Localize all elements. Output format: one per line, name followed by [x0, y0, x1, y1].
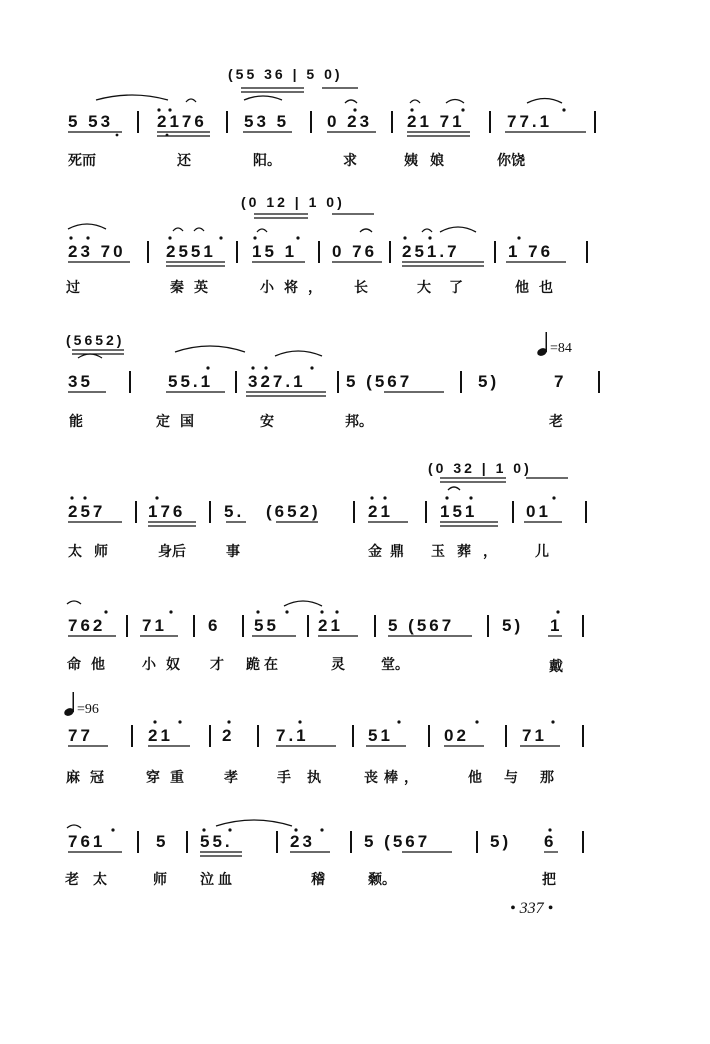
barline: [135, 501, 137, 523]
barline: [353, 501, 355, 523]
lyric-row-3-1: 能: [69, 414, 83, 430]
notes-row-6-m3: 2: [222, 726, 235, 745]
lyric-row-6-1: 麻冠: [66, 770, 114, 786]
lyric-row-4-3: 事: [226, 544, 240, 560]
barline: [489, 111, 491, 133]
lyric-row-5-4: 跪在: [246, 657, 282, 673]
interlude-row-4: (0 32 | 1 0): [428, 460, 532, 476]
notes-row-2-m3: 15 1: [252, 242, 298, 261]
lyric-row-6-4: 手执: [277, 770, 337, 786]
barline: [257, 725, 259, 747]
notes-row-7-m3: 55.: [200, 832, 233, 851]
barline: [209, 725, 211, 747]
barline: [460, 371, 462, 393]
barline: [126, 615, 128, 637]
notes-row-2-m4: 0 76: [332, 242, 378, 261]
lyric-row-1-2: 还: [177, 153, 191, 169]
notes-row-1-m3: 53 5: [244, 112, 290, 131]
notes-row-4-m5: 21: [368, 502, 393, 521]
lyric-row-6-5: 丧棒，: [364, 770, 424, 786]
notes-row-6-m7: 71: [522, 726, 547, 745]
notes-row-6-m6: 02: [444, 726, 469, 745]
barline: [582, 831, 584, 853]
lyric-row-5-3: 才: [210, 657, 224, 673]
notes-row-3-m4: 5 (567: [346, 372, 413, 391]
barline: [129, 371, 131, 393]
notes-row-1-m1: 5 53: [68, 112, 114, 131]
barline: [391, 111, 393, 133]
notes-row-6-m4: 7.1: [276, 726, 309, 745]
lyric-row-7-4: 稽: [311, 872, 325, 888]
notes-row-5-m4: 55: [254, 616, 279, 635]
lyric-row-1-6: 你饶: [497, 153, 525, 169]
barline: [425, 501, 427, 523]
notes-row-2-m2: 2551: [166, 242, 216, 261]
lyric-row-1-1: 死而: [68, 153, 96, 169]
notes-row-5-m6: 5 (567: [388, 616, 455, 635]
barline: [582, 725, 584, 747]
notes-row-6-m2: 21: [148, 726, 173, 745]
notes-row-5-m1: 762: [68, 616, 106, 635]
notes-row-1-m4: 0 23: [327, 112, 373, 131]
tempo-mark-row-6: =96: [77, 702, 99, 717]
lyric-row-6-6: 他与那: [468, 770, 576, 786]
notes-row-7-m2: 5: [156, 832, 169, 851]
barline: [318, 241, 320, 263]
barline: [147, 241, 149, 263]
notes-row-4-m1: 257: [68, 502, 106, 521]
lyric-row-1-3: 阳。: [253, 153, 281, 169]
lyric-row-3-4: 邦。: [345, 414, 373, 430]
barline: [350, 831, 352, 853]
barline: [352, 725, 354, 747]
notes-row-7-m6: 5): [490, 832, 512, 851]
notes-row-6-m1: 77: [68, 726, 93, 745]
barline: [598, 371, 600, 393]
barline: [494, 241, 496, 263]
notes-row-5-m3: 6: [208, 616, 221, 635]
notes-row-7-m5: 5 (567: [364, 832, 431, 851]
notes-row-2-m6: 1 76: [508, 242, 554, 261]
lyric-row-5-7: 戴: [549, 659, 563, 675]
notes-row-2-m5: 251.7: [402, 242, 460, 261]
barline: [307, 615, 309, 637]
notes-row-4-m6: 151: [440, 502, 478, 521]
barline: [374, 615, 376, 637]
barline: [137, 831, 139, 853]
lyric-row-5-1: 命他: [67, 657, 115, 673]
barline: [235, 371, 237, 393]
notes-row-1-m6: 77.1: [507, 112, 553, 131]
tempo-mark-row-3: =84: [550, 341, 572, 356]
lyric-row-7-3: 泣血: [200, 872, 236, 888]
barline: [137, 111, 139, 133]
notes-row-3-m3: 327.1: [248, 372, 306, 391]
barline: [209, 501, 211, 523]
barline: [131, 725, 133, 747]
lyric-row-4-1: 太师: [68, 544, 120, 560]
notes-row-4-m3: 5.: [224, 502, 245, 521]
barline: [594, 111, 596, 133]
lyric-row-7-5: 颡。: [368, 872, 396, 888]
barline: [337, 371, 339, 393]
notes-row-3-m6: 7: [554, 372, 567, 391]
lyric-row-1-4: 求: [343, 153, 357, 169]
lyric-row-4-2: 身后: [158, 544, 186, 560]
barline: [242, 615, 244, 637]
barline: [585, 501, 587, 523]
barline: [226, 111, 228, 133]
lyric-row-2-3: 小将，: [260, 280, 332, 296]
lyric-row-7-1: 老太: [65, 872, 121, 888]
barline: [476, 831, 478, 853]
lyric-row-2-4: 长: [354, 280, 368, 296]
lyric-row-2-1: 过: [66, 280, 80, 296]
lyric-row-7-6: 把: [542, 872, 556, 888]
notes-row-5-m5: 21: [318, 616, 343, 635]
notes-row-7-m7: 6: [544, 832, 557, 851]
interlude-row-2: (0 12 | 1 0): [241, 194, 345, 210]
barline: [310, 111, 312, 133]
lyric-row-2-6: 他也: [515, 280, 563, 296]
lyric-row-2-5: 大了: [417, 280, 481, 296]
lyric-row-4-6: 儿: [535, 544, 549, 560]
notes-row-4-m7: 01: [526, 502, 551, 521]
barline: [428, 725, 430, 747]
notes-row-3-m1: 35: [68, 372, 93, 391]
barline: [582, 615, 584, 637]
lyric-row-1-5: 姨娘: [404, 153, 456, 169]
lyric-row-3-5: 老: [549, 414, 563, 430]
interlude-row-3: (5652): [66, 332, 125, 348]
interlude-row-1: (55 36 | 5 0): [228, 66, 343, 82]
notes-row-5-m2: 71: [142, 616, 167, 635]
page-number: • 337 •: [510, 900, 554, 917]
barline: [236, 241, 238, 263]
lyric-row-7-2: 师: [153, 872, 167, 888]
notes-row-4-m4: (652): [266, 502, 321, 521]
lyric-row-3-3: 安: [260, 414, 274, 430]
barline: [505, 725, 507, 747]
barline: [193, 615, 195, 637]
barline: [186, 831, 188, 853]
notes-row-1-m5: 21 71: [407, 112, 465, 131]
notes-row-6-m5: 51: [368, 726, 393, 745]
barline: [487, 615, 489, 637]
notes-row-7-m4: 23: [290, 832, 315, 851]
lyric-row-3-2: 定国: [156, 414, 204, 430]
lyric-row-5-6: 堂。: [381, 657, 409, 673]
barline: [586, 241, 588, 263]
lyric-row-4-5: 玉葬，: [431, 544, 509, 560]
notes-row-2-m1: 23 70: [68, 242, 126, 261]
lyric-row-4-4: 金鼎: [368, 544, 412, 560]
notes-row-5-m7: 5): [502, 616, 524, 635]
barline: [512, 501, 514, 523]
notes-row-3-m2: 55.1: [168, 372, 214, 391]
notes-row-4-m2: 176: [148, 502, 186, 521]
barline: [389, 241, 391, 263]
notes-row-5-m8: 1: [550, 616, 563, 635]
lyric-row-5-2: 小奴: [142, 657, 190, 673]
notes-row-3-m5: 5): [478, 372, 500, 391]
lyric-row-2-2: 秦英: [170, 280, 218, 296]
notes-row-7-m1: 761: [68, 832, 106, 851]
lyric-row-6-2: 穿重: [146, 770, 194, 786]
lyric-row-6-3: 孝: [224, 770, 238, 786]
lyric-row-5-5: 灵: [331, 657, 345, 673]
notes-row-1-m2: 2176: [157, 112, 207, 131]
barline: [276, 831, 278, 853]
